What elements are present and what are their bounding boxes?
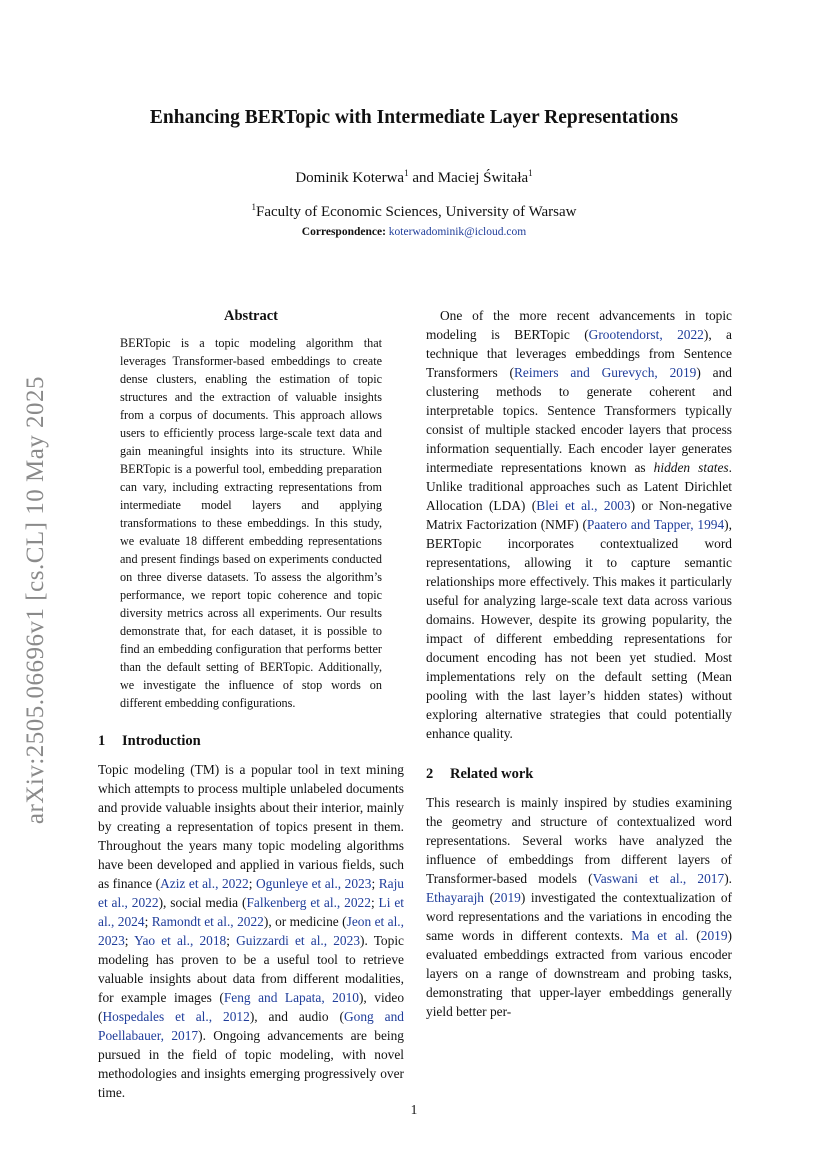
text-run: ). Ongoing advancements are being pursued in the field of topic modeling, with novel methodologies and insights emerging progressively over time.	[98, 1028, 404, 1100]
arxiv-identifier-text: arXiv:2505.06696v1 [cs.CL] 10 May 2025	[22, 375, 49, 825]
author-name: Maciej Świtała	[437, 170, 529, 186]
correspondence-label: Correspondence:	[301, 226, 386, 238]
text-run: ).	[724, 871, 733, 886]
citation-link[interactable]: Reimers and Gurevych, 2019	[513, 365, 697, 380]
correspondence	[98, 224, 730, 240]
text-run: ), and audio (	[249, 1009, 344, 1024]
section-heading-introduction	[98, 731, 404, 751]
citation-link[interactable]: Gong and Poellabauer, 2017	[98, 1009, 404, 1043]
text-run: ) investigated the contextualization of word representations and the variations in encoding the same words in different contexts.	[426, 890, 733, 943]
citation-link[interactable]: Hospedales et al., 2012	[102, 1009, 250, 1024]
text-run: Topic modeling (TM) is a popular tool in text mining which attempts to process multiple unlabeled documents and provide valuable insights about their interior, mainly by creating a representation of topics present in them. Throughout the years many topic modeling algorithms have been developed and applied in various fields, such as finance (	[98, 762, 404, 891]
text-run: ), or medicine (	[263, 914, 347, 929]
citation-link[interactable]: Aziz et al., 2022	[160, 876, 249, 891]
citation-link[interactable]: Paatero and Tapper, 1994	[586, 517, 725, 532]
section-number: 2	[426, 766, 434, 782]
text-run: ). Topic modeling has proven to be a useful tool to retrieve valuable insights about data from different modalities, for example images (	[98, 933, 404, 1005]
text-run: ;	[144, 914, 152, 929]
arxiv-identifier	[20, 352, 52, 848]
author-name: Dominik Koterwa	[295, 170, 405, 186]
citation-link[interactable]: Guizzardi et al., 2023	[236, 933, 361, 948]
text-run: ;	[124, 933, 135, 948]
abstract-heading: Abstract	[224, 308, 278, 324]
intro-paragraph	[426, 306, 732, 743]
text-run: ), BERTopic incorporates contextualized word representations, allowing it to capture semantic relationships more effectively. This makes it particularly useful for analyzing large-scale text data across various domains. However, despite its growing popularity, the impact of different embedding representations for document encoding has not been yet studied. Most implementations rely on the default setting (Mean pooling with the last layer’s hidden states) without exploring alternative strategies that could potentially enhance quality.	[426, 517, 732, 741]
text-run: ;	[370, 895, 379, 910]
author-connector: and	[408, 170, 438, 186]
text-run: ), video (	[98, 990, 405, 1024]
citation-link[interactable]: Li et al., 2024	[98, 895, 404, 929]
affiliation-marker: 1	[251, 202, 256, 212]
citation-link[interactable]: 2019	[494, 890, 521, 905]
section-title: Related work	[450, 766, 534, 782]
page-number: 1	[410, 1102, 418, 1117]
section-number: 1	[98, 733, 106, 749]
citation-link[interactable]: Blei et al., 2003	[536, 498, 631, 513]
text-run: ) or Non-negative Matrix Factorization (NMF) (	[426, 498, 732, 532]
text-run: One of the more recent advancements in topic modeling is BERTopic (	[426, 308, 732, 342]
related-work-paragraph	[426, 793, 732, 1021]
citation-link[interactable]: Ma et al.	[631, 928, 689, 943]
text-run: ), social media (	[158, 895, 247, 910]
intro-paragraph	[98, 760, 404, 1102]
section-heading-related-work	[426, 764, 732, 784]
text-run: ;	[371, 876, 379, 891]
citation-link[interactable]: Ethayarajh	[426, 890, 484, 905]
text-run: (	[484, 890, 495, 905]
citation-link[interactable]: Grootendorst, 2022	[588, 327, 704, 342]
text-run: ), a technique that leverages embeddings from Sentence Transformers (	[426, 327, 732, 380]
affiliation-marker: 1	[528, 168, 533, 178]
affiliation-text: Faculty of Economic Sciences, University of Warsaw	[255, 204, 577, 220]
correspondence-email-link[interactable]: koterwadominik@icloud.com	[388, 226, 527, 238]
abstract-text: BERTopic is a topic modeling algorithm that leverages Transformer-based embeddings to create dense clusters, enabling the estimation of topic structures and the extraction of valuable insights from a corpus of documents. This approach allows users to efficiently process large-scale text data and gain meaningful insights into its structure. While BERTopic is a powerful tool, embedding preparation can vary, including extracting representations from intermediate model layers and applying transformations to these embeddings. In this study, we evaluate 18 different embedding representations and present findings based on experiments conducted on three diverse datasets. To assess the algorithm’s performance, we report topic coherence and topic diversity metrics across all experiments. Our results demonstrate that, for each dataset, it is possible to find an embedding configuration that performs better than the default setting of BERTopic. Additionally, we investigate the influence of stop words on different embedding configurations.	[120, 336, 382, 710]
text-run: (	[688, 928, 701, 943]
section-title: Introduction	[122, 733, 201, 749]
affiliation-marker: 1	[404, 168, 409, 178]
citation-link[interactable]: Yao et al., 2018	[134, 933, 227, 948]
citation-link[interactable]: Jeon et al., 2023	[98, 914, 405, 948]
text-run: ) evaluated embeddings extracted from various encoder layers on a range of downstream and probing tasks, demonstrating that upper-layer embeddings generally yield better per-	[426, 928, 732, 1019]
citation-link[interactable]: Feng and Lapata, 2010	[223, 990, 359, 1005]
citation-link[interactable]: Vaswani et al., 2017	[592, 871, 725, 886]
citation-link[interactable]: Raju et al., 2022	[98, 876, 404, 910]
citation-link[interactable]: 2019	[700, 928, 728, 943]
citation-link[interactable]: Ogunleye et al., 2023	[256, 876, 372, 891]
text-run: hidden states	[653, 460, 729, 475]
author-line	[98, 168, 730, 188]
citation-link[interactable]: Ramondt et al., 2022	[151, 914, 264, 929]
paper-title: Enhancing BERTopic with Intermediate Layer Representations	[149, 107, 679, 128]
text-run: . Unlike traditional approaches such as Latent Dirichlet Allocation (LDA) (	[426, 460, 732, 513]
affiliation	[98, 202, 730, 222]
text-run: ;	[226, 933, 237, 948]
left-column	[98, 306, 404, 1102]
citation-link[interactable]: Falkenberg et al., 2022	[246, 895, 371, 910]
text-run: This research is mainly inspired by studies examining the geometry and structure of contextualized word representations. Several works have analyzed the influence of embeddings from different layers of Transformer-based models (	[426, 795, 732, 886]
text-run: ) and clustering methods to generate coherent and interpretable topics. Sentence Transformers typically consist of multiple stacked encoder layers that process information sequentially. Each encoder layer generates intermediate representations known as	[426, 365, 732, 475]
text-run: ;	[248, 876, 256, 891]
right-column	[426, 306, 732, 1021]
